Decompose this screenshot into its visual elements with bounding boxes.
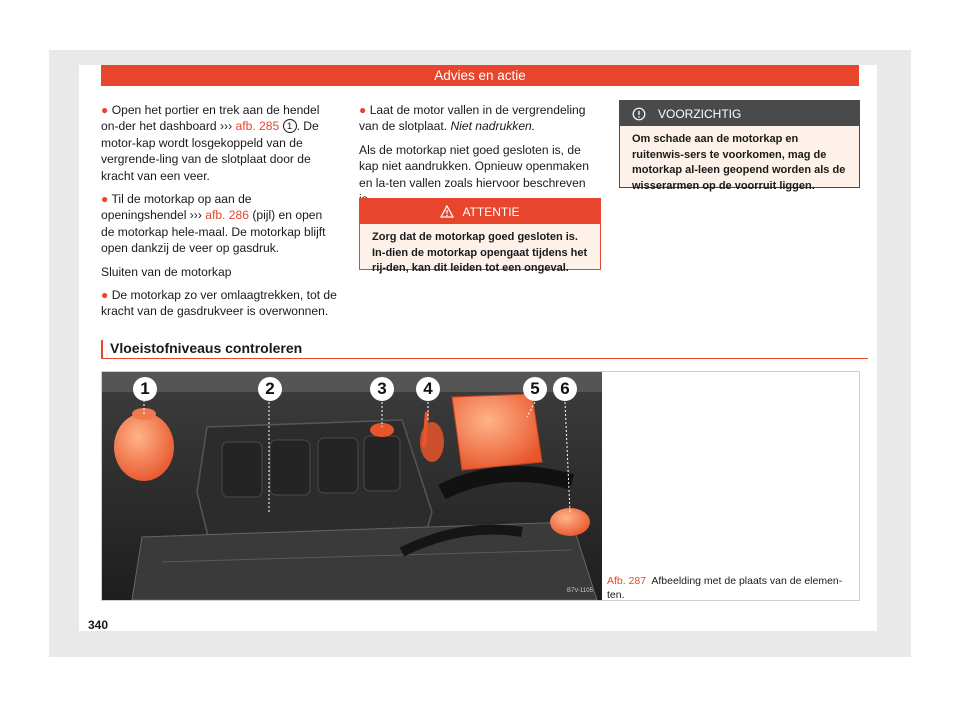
paragraph: ● Laat de motor vallen in de vergrendeling van de slotplaat. Niet nadrukken.: [359, 103, 586, 134]
callout-label: 6: [553, 377, 577, 401]
arrow-icon: ›››: [189, 208, 202, 223]
bullet-icon: ●: [101, 288, 109, 303]
figure-caption-ref: Afb. 287: [607, 575, 647, 587]
callout-label: 5: [523, 377, 547, 401]
caution-text: Om schade aan de motorkap en ruitenwis-sers te voorkomen, mag de motorkap al-leen geopend worden als de wisserarmen op de voorruit liggen.: [632, 133, 846, 192]
figure-caption-text: Afbeelding met de plaats van de elemen-ten.: [607, 575, 843, 601]
callout-number: 1: [283, 119, 297, 133]
bullet-icon: ●: [359, 103, 367, 117]
callout-label: 4: [416, 377, 440, 401]
callout-label: 3: [370, 377, 394, 401]
caution-box-header: [620, 101, 859, 126]
paragraph: ● De motorkap zo ver omlaagtrekken, tot de kracht van de gasdrukveer is overwonnen.: [101, 288, 337, 319]
paragraph: Als de motorkap niet goed gesloten is, de kap niet aandrukken. Opnieuw openmaken en la-ten vallen zoals hiervoor beschreven: [359, 142, 589, 190]
section-title: Vloeistofniveaus controleren: [101, 340, 868, 359]
warning-title: ATTENTIE: [462, 204, 520, 219]
warning-triangle-icon: [440, 205, 454, 218]
callout-label: 1: [133, 377, 157, 401]
caution-box: [619, 100, 860, 192]
bullet-icon: ●: [101, 192, 109, 207]
warning-box-header: [360, 199, 600, 224]
column-1: [101, 102, 339, 327]
figure-link[interactable]: afb. 286: [205, 208, 249, 223]
page-number: 340: [88, 618, 109, 632]
callout-label: 2: [258, 377, 282, 401]
warning-text: Zorg dat de motorkap goed gesloten is. In-dien de motorkap opengaat tijdens het rij-den, kan dit leiden tot een ongeval.: [372, 231, 588, 274]
bullet-icon: ●: [101, 103, 109, 117]
arrow-icon: ›››: [220, 119, 233, 134]
engine-bay-illustration: [102, 372, 602, 600]
figure-link[interactable]: afb. 285: [235, 119, 280, 134]
subheading: Sluiten van de motorkap: [101, 264, 232, 279]
caution-title: VOORZICHTIG: [658, 106, 742, 121]
figure-frame: [101, 371, 860, 601]
paragraph: ● Til de motorkap op aan de openingshendel ››› afb. 286 (pijl) en open de motorkap hele-maal. De motorkap blijft open dankzij de veer op gasdruk.: [101, 192, 326, 256]
warning-box: [359, 198, 601, 274]
page-header: Advies en actie: [101, 65, 859, 86]
figure-caption: [607, 575, 852, 602]
figure-code: B7V-1105: [567, 588, 593, 594]
exclamation-circle-icon: [632, 107, 646, 121]
paragraph: ● Open het portier en trek aan de hendel on-der het dashboard ››› afb. 285 1 . De motor-kap wordt losgekoppeld van de vergrende-ling van de slotplaat door de kracht van een veer.: [101, 103, 320, 183]
